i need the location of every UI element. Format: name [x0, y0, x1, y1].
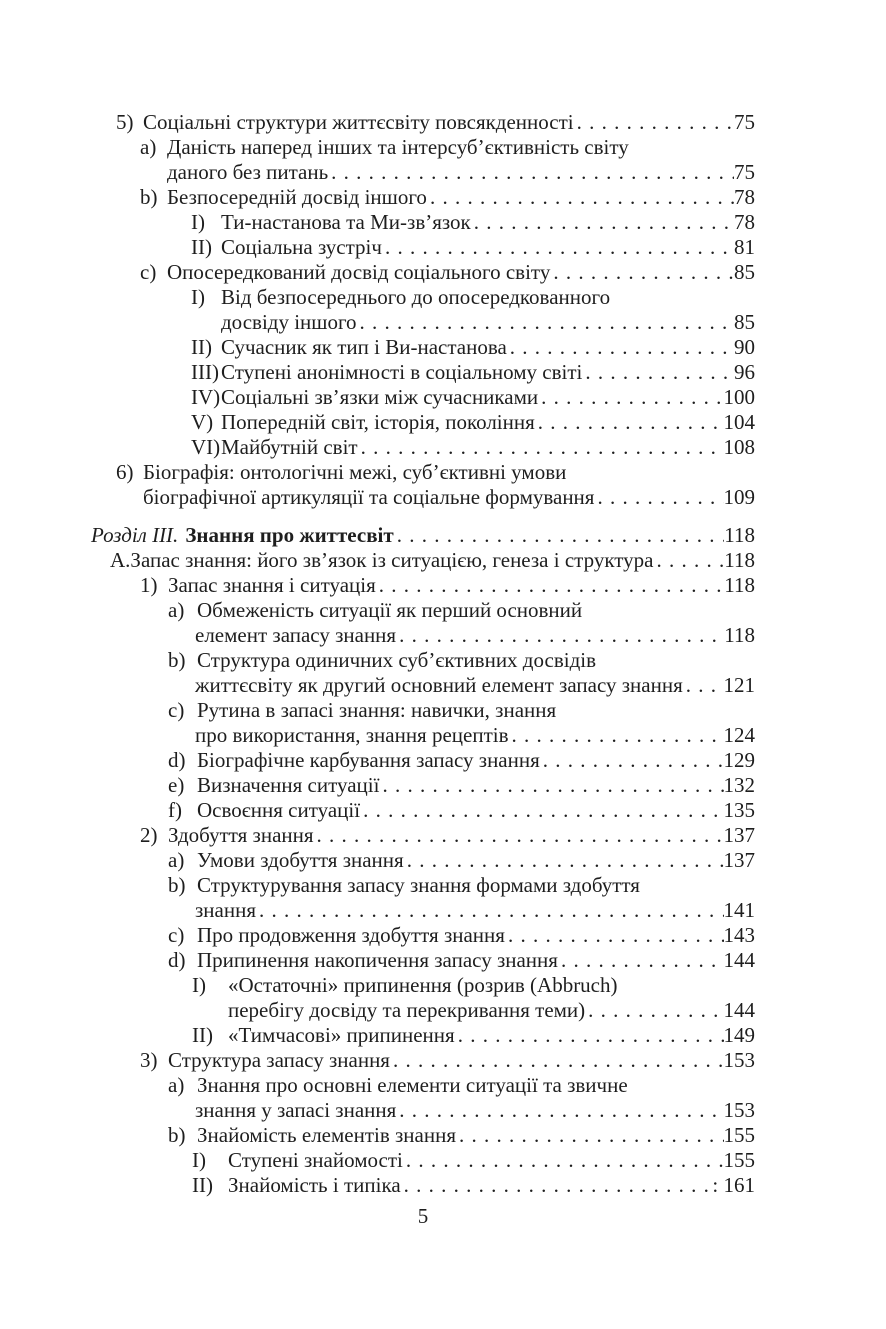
toc-entry: [91, 848, 755, 873]
dot-leader: [331, 160, 734, 185]
toc-entry-marker: b): [168, 1123, 186, 1147]
toc-entry-marker: II): [192, 1173, 213, 1197]
dot-leader: [577, 110, 734, 135]
toc-entry-text: Сучасник як тип і Ви-настанова: [221, 335, 507, 359]
toc-entry: [91, 1173, 755, 1198]
toc-entry-text: Від безпосереднього до опосередкованного: [221, 285, 611, 309]
toc-entry-text: «Тимчасові» припинення: [228, 1023, 455, 1047]
dot-leader: [561, 948, 724, 973]
toc-entry: [91, 310, 755, 335]
dot-leader: [407, 848, 724, 873]
toc-entry-text: Знайомість і типіка: [228, 1173, 401, 1197]
toc-entry-page-number: 143: [723, 923, 755, 947]
toc-entry-marker: d): [168, 748, 186, 772]
toc-entry-text: Обмеженість ситуації як перший основний: [197, 598, 583, 622]
toc-entry: [91, 823, 755, 848]
dot-leader: [508, 923, 724, 948]
toc-entry-text: знання: [195, 898, 256, 922]
chapter-label: Розділ ІІІ.: [91, 523, 179, 547]
toc-entry-page-number: 109: [723, 485, 755, 509]
dot-leader: [399, 1098, 723, 1123]
dot-leader: [404, 1173, 713, 1198]
toc-entry-text: Біографічне карбування запасу знання: [197, 748, 540, 772]
toc-entry: [91, 210, 755, 235]
dot-leader: [588, 998, 723, 1023]
dot-leader: [512, 723, 724, 748]
toc-entry-marker: II): [191, 335, 212, 359]
toc-entry-page-number: 137: [723, 823, 755, 847]
toc-entry-marker: II): [192, 1023, 213, 1047]
toc-entry-text: Визначення ситуації: [197, 773, 380, 797]
toc-entry: [91, 260, 755, 285]
dot-leader: [458, 1023, 724, 1048]
toc-entry-page-number: 75: [734, 110, 755, 134]
toc-entry: [91, 598, 755, 623]
toc-entry-page-number: 108: [723, 435, 755, 459]
toc-entry-text: Ступені знайомості: [228, 1148, 403, 1172]
toc-entry-page-number: 78: [734, 185, 755, 209]
toc-entry: [91, 185, 755, 210]
toc-entry-marker: a): [168, 848, 185, 872]
toc-entry: [91, 235, 755, 260]
toc-entry-page-number: 90: [734, 335, 755, 359]
toc-entry: [91, 360, 755, 385]
toc-entry-page-number: 137: [723, 848, 755, 872]
toc-entry-page-number: 118: [724, 573, 755, 597]
toc-entry-page-number: 153: [723, 1048, 755, 1072]
toc-entry-page-number: 85: [734, 260, 755, 284]
toc-entry-page-number: 118: [724, 548, 755, 572]
toc-entry: [91, 410, 755, 435]
dot-leader: [397, 523, 725, 548]
toc-entry-marker: c): [168, 923, 185, 947]
toc-entry-marker: I): [191, 210, 205, 234]
toc-entry-marker: f): [168, 798, 182, 822]
toc-entry-page-number: 96: [734, 360, 755, 384]
toc-entry: [91, 748, 755, 773]
toc-entry: [91, 548, 755, 573]
toc-entry: [91, 1048, 755, 1073]
toc-entry: [91, 898, 755, 923]
toc-entry-text: Рутина в запасі знання: навички, знання: [197, 698, 557, 722]
toc-entry-text: біографічної артикуляції та соціальне формування: [143, 485, 595, 509]
dot-leader: [406, 1148, 724, 1173]
dot-leader: [361, 435, 724, 460]
dot-leader: [430, 185, 734, 210]
toc-entry-marker: b): [168, 873, 186, 897]
dot-leader: [382, 773, 723, 798]
toc-entry-text: «Остаточні» припинення (розрив (Abbruch): [228, 973, 618, 997]
toc-entry-marker: 1): [140, 573, 158, 597]
toc-entry: [91, 460, 755, 485]
toc-entry-page-number: 75: [734, 160, 755, 184]
toc-entry-marker: a): [168, 1073, 185, 1097]
toc-entry: [91, 1073, 755, 1098]
toc-entry: [91, 698, 755, 723]
toc-entry-marker: c): [168, 698, 185, 722]
toc-entry-page-number: 78: [734, 210, 755, 234]
dot-leader: [363, 798, 723, 823]
toc-entry: [91, 723, 755, 748]
dot-leader: [543, 748, 724, 773]
toc-entry-text: Даність наперед інших та інтерсуб’єктивність світу: [167, 135, 629, 159]
toc-entry-text: Соціальна зустріч: [221, 235, 382, 259]
dot-leader: [399, 623, 724, 648]
dot-leader: [510, 335, 734, 360]
toc-entry: [91, 673, 755, 698]
toc-entry: [91, 1098, 755, 1123]
toc-entry: [91, 948, 755, 973]
toc-entry-text: Попередній світ, історія, покоління: [221, 410, 535, 434]
toc-entry-page-number: 118: [724, 623, 755, 647]
toc-entry-page-number: 129: [723, 748, 755, 772]
toc-entry: [91, 623, 755, 648]
toc-entry-page-number: 149: [723, 1023, 755, 1047]
toc-entry-page-number: 155: [723, 1123, 755, 1147]
toc-entry-text: Освоєння ситуації: [197, 798, 361, 822]
toc-entry-page-number: 81: [734, 235, 755, 259]
toc-entry-text: Соціальні зв’язки між сучасниками: [221, 385, 539, 409]
toc-entry-marker: V): [191, 410, 214, 434]
page-footer: [91, 1204, 755, 1229]
toc-entry-marker: I): [192, 1148, 206, 1172]
table-of-contents: [91, 0, 755, 1198]
toc-entry-text: Знання про основні елементи ситуації та звичне: [197, 1073, 628, 1097]
toc-entry-text: Майбутній світ: [221, 435, 358, 459]
toc-entry-marker: b): [140, 185, 158, 209]
dot-leader: [459, 1123, 723, 1148]
toc-entry-marker: a): [140, 135, 157, 159]
dot-leader: [585, 360, 734, 385]
toc-entry: [91, 648, 755, 673]
toc-entry-page-number: 153: [723, 1098, 755, 1122]
dot-leader: [656, 548, 724, 573]
toc-entry: [91, 385, 755, 410]
toc-entry-text: елемент запасу знання: [195, 623, 397, 647]
dot-leader: [538, 410, 724, 435]
toc-entry: [91, 998, 755, 1023]
toc-entry-page-number: 85: [734, 310, 755, 334]
toc-entry: [91, 573, 755, 598]
toc-entry: [91, 973, 755, 998]
toc-entry-marker: c): [140, 260, 157, 284]
toc-entry: [91, 485, 755, 510]
toc-entry: [91, 923, 755, 948]
dot-leader: [379, 573, 725, 598]
toc-entry-text: Про продовження здобуття знання: [197, 923, 505, 947]
toc-entry-text: Здобуття знання: [168, 823, 314, 847]
toc-entry-text: Запас знання і ситуація: [168, 573, 376, 597]
toc-entry: [91, 1123, 755, 1148]
toc-entry-text: про використання, знання рецептів: [195, 723, 509, 747]
toc-entry-text: Умови здобуття знання: [197, 848, 404, 872]
toc-entry-page-number: 141: [723, 898, 755, 922]
toc-entry-page-number: 118: [724, 523, 755, 547]
toc-entry-marker: VI): [191, 435, 221, 459]
toc-entry: [91, 335, 755, 360]
dot-leader: [259, 898, 724, 923]
toc-entry-marker: А.: [110, 548, 131, 572]
toc-entry: [91, 1148, 755, 1173]
page-number: 5: [417, 1204, 429, 1228]
toc-entry-page-number: 124: [723, 723, 755, 747]
toc-entry-marker: 3): [140, 1048, 158, 1072]
toc-entry: [91, 1023, 755, 1048]
dot-leader: [393, 1048, 724, 1073]
toc-entry-marker: 2): [140, 823, 158, 847]
toc-entry-text: Біографія: онтологічні межі, суб’єктивні умови: [143, 460, 567, 484]
toc-entry-text: Ступені анонімності в соціальному світі: [221, 360, 583, 384]
toc-entry-marker: 6): [116, 460, 134, 484]
toc-chapter-entry: [91, 523, 755, 548]
toc-entry-marker: e): [168, 773, 185, 797]
toc-entry-text: Структура одиничних суб’єктивних досвідів: [197, 648, 597, 672]
toc-entry-page-number: 100: [723, 385, 755, 409]
toc-entry-page-number: 135: [723, 798, 755, 822]
toc-entry-text: Припинення накопичення запасу знання: [197, 948, 558, 972]
toc-entry-page-number: 104: [723, 410, 755, 434]
toc-entry-text: Структура запасу знання: [168, 1048, 390, 1072]
toc-entry-marker: II): [191, 235, 212, 259]
toc-entry-text: Опосередкований досвід соціального світу: [167, 260, 551, 284]
toc-entry: [91, 285, 755, 310]
toc-entry-text: Ти-настанова та Ми-зв’язок: [221, 210, 471, 234]
toc-entry: [91, 798, 755, 823]
toc-entry-marker: I): [191, 285, 205, 309]
toc-entry-page-number: 144: [723, 998, 755, 1022]
toc-entry: [91, 110, 755, 135]
toc-entry-text: Структурування запасу знання формами здобуття: [197, 873, 640, 897]
toc-entry-marker: IV): [191, 385, 221, 409]
toc-entry: [91, 160, 755, 185]
toc-entry-page-number: 144: [723, 948, 755, 972]
dot-leader: [686, 673, 724, 698]
chapter-title: Знання про життесвіт: [185, 523, 394, 547]
toc-entry-page-number: : 161: [712, 1173, 755, 1197]
dot-leader: [474, 210, 734, 235]
toc-entry-marker: I): [192, 973, 206, 997]
toc-entry: [91, 773, 755, 798]
toc-entry-marker: d): [168, 948, 186, 972]
toc-entry-text: Запас знання: його зв’язок із ситуацією, генеза і структура: [130, 548, 654, 572]
dot-leader: [553, 260, 734, 285]
dot-leader: [385, 235, 734, 260]
toc-entry-text: Безпосередній досвід іншого: [167, 185, 427, 209]
toc-entry-text: життєсвіту як другий основний елемент запасу знання: [195, 673, 683, 697]
toc-entry-marker: III): [191, 360, 219, 384]
dot-leader: [541, 385, 723, 410]
toc-entry: [91, 135, 755, 160]
toc-entry-text: знання у запасі знання: [195, 1098, 397, 1122]
toc-entry-text: Знайомість елементів знання: [197, 1123, 457, 1147]
toc-entry-text: досвіду іншого: [221, 310, 357, 334]
toc-entry-marker: 5): [116, 110, 134, 134]
toc-entry-text: перебігу досвіду та перекривання теми): [228, 998, 586, 1022]
toc-entry-text: даного без питань: [167, 160, 329, 184]
toc-entry: [91, 873, 755, 898]
toc-entry-page-number: 132: [723, 773, 755, 797]
dot-leader: [317, 823, 724, 848]
toc-entry-page-number: 121: [723, 673, 755, 697]
toc-entry-marker: b): [168, 648, 186, 672]
dot-leader: [597, 485, 723, 510]
toc-entry-text: Соціальні структури життєсвіту повсякденності: [143, 110, 574, 134]
toc-entry: [91, 435, 755, 460]
toc-entry-marker: a): [168, 598, 185, 622]
dot-leader: [360, 310, 734, 335]
toc-entry-page-number: 155: [723, 1148, 755, 1172]
